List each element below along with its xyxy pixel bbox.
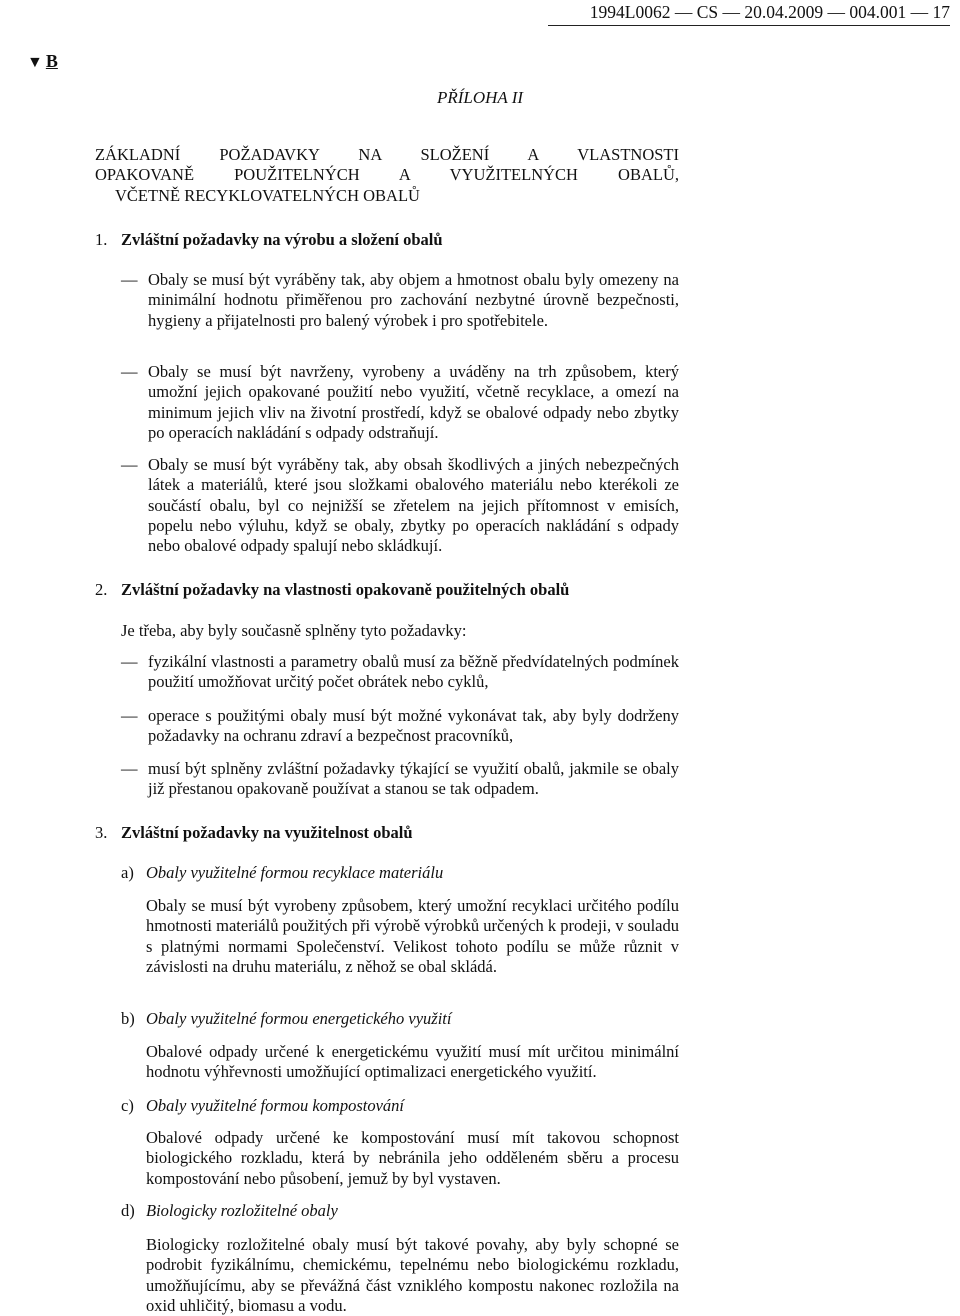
em-dash: —	[121, 455, 138, 474]
subsection-label: a)	[121, 863, 134, 882]
item-text: fyzikální vlastnosti a parametry obalů musí za běžně předvídatelných podmínek použití umožňovat určitý počet obrátek nebo cyklů,	[148, 652, 679, 692]
annex-title: PŘÍLOHA II	[436, 88, 524, 107]
item-text: musí být splněny zvláštní požadavky týkající se využití obalů, jakmile se obaly již přestanou opakovaně používat a stanou se tak odpadem.	[148, 759, 679, 799]
subsection-c-text: Obalové odpady určené ke kompostování musí mít takovou schopnost biologického rozkladu, která by nebránila jeho odděleném sběru a procesu kompostování nebo působení, jemuž by byl vystaven.	[146, 1128, 679, 1188]
subsection-d-text: Biologicky rozložitelné obaly musí být takové povahy, aby byly schopné se podrobit fyzikálnímu, chemickému, tepelnému nebo biologickému rozkladu, umožňujícímu, aby se převážná část vzniklého kompostu nakonec rozložila na oxid uhličitý, biomasu a vodu.	[146, 1235, 679, 1315]
item-text: Obaly se musí být vyráběny tak, aby obsah škodlivých a jiných nebezpečných látek a materiálů, které jsou složkami obalového materiálu nebo kterékoli ze součástí obalu, byl co nejnižší se zřetelem na jejich přítomnost v emisích, popelu nebo výluhu, když se obaly, zbytky po operacích nakládání s odpady nebo obalové odpady spalují nebo skládkují.	[148, 455, 679, 556]
subsection-title: Obaly využitelné formou kompostování	[146, 1096, 404, 1115]
subsection-label: b)	[121, 1009, 135, 1028]
header-reference: 1994L0062 — CS — 20.04.2009 — 004.001 — 17	[589, 2, 950, 22]
subsection-label: c)	[121, 1096, 134, 1115]
section-3-title: Zvláštní požadavky na využitelnost obalů	[121, 823, 413, 842]
header-rule	[548, 25, 950, 26]
section-2-title: Zvláštní požadavky na vlastnosti opakovaně použitelných obalů	[121, 580, 570, 599]
item-text: operace s použitými obaly musí být možné vykonávat tak, aby byly dodrženy požadavky na ochranu zdraví a bezpečnost pracovníků,	[148, 706, 679, 746]
section-2-intro: Je třeba, aby byly současně splněny tyto požadavky:	[121, 621, 467, 640]
em-dash: —	[121, 759, 138, 778]
marker-label: B	[45, 51, 58, 71]
subsection-title: Obaly využitelné formou recyklace materiálu	[146, 863, 444, 882]
subsection-title: Biologicky rozložitelné obaly	[146, 1201, 338, 1220]
amendment-marker	[27, 51, 58, 73]
subsection-a-text: Obaly se musí být vyrobeny způsobem, který umožní recyklaci určitého podílu hmotnosti materiálů použitých při výrobě výrobků určených k prodeji, v souladu s platnými normami Společenství. Velikost tohoto podílu se může různit v závislosti na druhu materiálu, z něhož se obal skládá.	[146, 896, 679, 976]
section-1-title: Zvláštní požadavky na výrobu a složení obalů	[121, 230, 443, 249]
main-title-line-3: VČETNĚ RECYKLOVATELNÝCH OBALŮ	[115, 185, 420, 205]
section-1-number: 1.	[95, 230, 108, 249]
subsection-c-heading	[121, 1096, 404, 1116]
item-text: Obaly se musí být navrženy, vyrobeny a uváděny na trh způsobem, který umožní jejich opakované použití nebo využití, včetně recyklace, a omezí na minimum jejich vliv na životní prostředí, když se obalové odpady nebo zbytky po operacích nakládání s odpady odstraňují.	[148, 362, 679, 442]
down-triangle-icon: ▼	[27, 54, 43, 71]
subsection-a-heading	[121, 863, 443, 883]
em-dash: —	[121, 362, 138, 381]
main-title-line-2: OPAKOVANĚ POUŽITELNÝCH A VYUŽITELNÝCH OBALŮ,	[95, 165, 679, 185]
em-dash: —	[121, 706, 138, 725]
main-title-line-1: ZÁKLADNÍ POŽADAVKY NA SLOŽENÍ A VLASTNOSTI	[95, 145, 679, 164]
section-3-number: 3.	[95, 823, 108, 842]
section-1-item-3	[121, 455, 679, 556]
em-dash: —	[121, 270, 138, 289]
section-2-number: 2.	[95, 580, 108, 599]
subsection-b-heading	[121, 1009, 451, 1029]
em-dash: —	[121, 652, 138, 671]
subsection-d-heading	[121, 1201, 338, 1221]
section-2-item-3	[121, 759, 679, 800]
subsection-title: Obaly využitelné formou energetického využití	[146, 1009, 452, 1028]
page-header	[0, 0, 950, 24]
section-1-item-2	[121, 362, 679, 443]
subsection-label: d)	[121, 1201, 135, 1220]
main-title	[95, 145, 679, 206]
section-2-item-2	[121, 706, 679, 747]
section-2-item-1	[121, 652, 679, 693]
section-1-item-1	[121, 270, 679, 331]
subsection-b-text: Obalové odpady určené k energetickému využití musí mít určitou minimální hodnotu výhřevnosti umožňující optimalizaci energetického využití.	[146, 1042, 679, 1082]
item-text: Obaly se musí být vyráběny tak, aby objem a hmotnost obalu byly omezeny na minimální hodnotu přiměřenou pro zachování nezbytné úrovně bezpečnosti, hygieny a přijatelnosti pro balený výrobek i pro spotřebitele.	[148, 270, 679, 330]
